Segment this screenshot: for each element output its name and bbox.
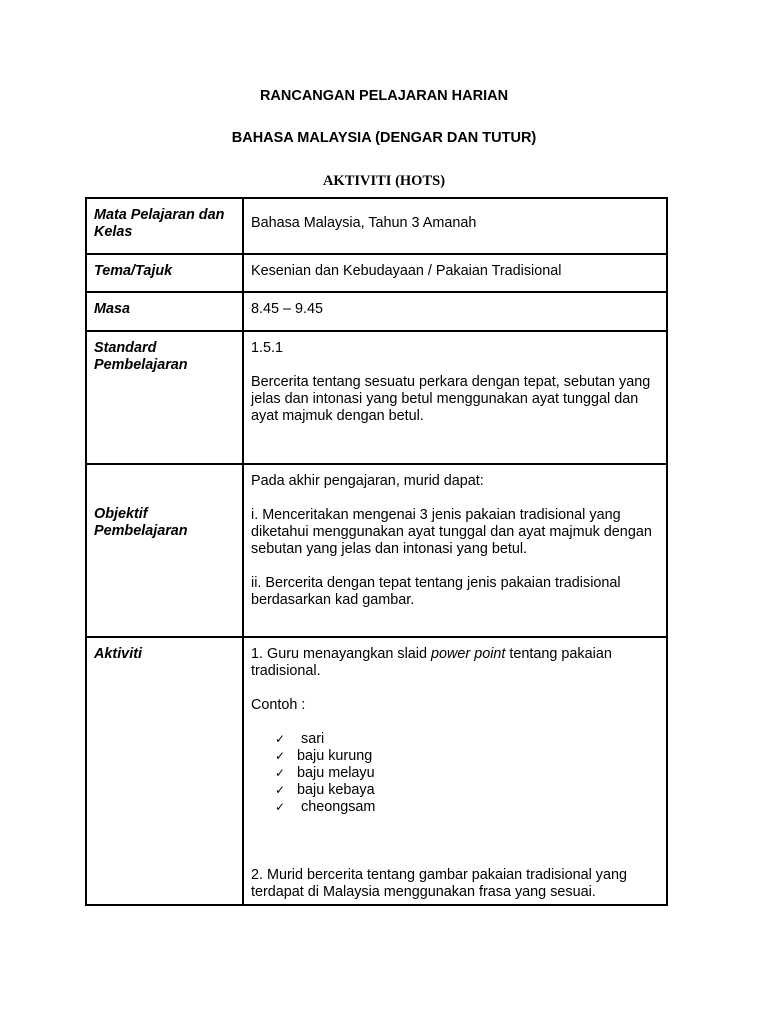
- examples-list: [251, 731, 660, 816]
- aktiviti-step-1: [251, 646, 660, 680]
- checkmark-icon: ✓: [275, 732, 286, 746]
- row-value-masa: [243, 292, 667, 331]
- example-text: baju kebaya: [297, 782, 375, 798]
- value-text: Kesenian dan Kebudayaan / Pakaian Tradisional: [251, 263, 562, 279]
- table-row: [86, 198, 667, 254]
- document-title: RANCANGAN PELAJARAN HARIAN: [259, 88, 509, 104]
- table-row: [86, 292, 667, 331]
- objektif-intro: Pada akhir pengajaran, murid dapat:: [251, 473, 484, 489]
- value-text: Bahasa Malaysia, Tahun 3 Amanah: [251, 215, 477, 231]
- row-label-standard: [86, 331, 243, 464]
- example-text: baju melayu: [297, 765, 375, 781]
- objektif-item: i. Menceritakan mengenai 3 jenis pakaian tradisional yang diketahui menggunakan ayat tunggal dan ayat majmuk dengan sebutan yang jelas dan intonasi yang betul.: [251, 507, 652, 557]
- row-label-objektif: [86, 464, 243, 637]
- table-row: [86, 254, 667, 292]
- row-label-tema: [86, 254, 243, 292]
- label-text: Standard Pembelajaran: [94, 340, 188, 373]
- subject-title: BAHASA MALAYSIA (DENGAR DAN TUTUR): [231, 130, 537, 146]
- label-text: Tema/Tajuk: [94, 263, 173, 279]
- table-row: [86, 331, 667, 464]
- standard-text: Bercerita tentang sesuatu perkara dengan tepat, sebutan yang jelas dan intonasi yang betul menggunakan ayat tunggal dan ayat majmuk dengan betul.: [251, 374, 651, 424]
- row-value-standard: [243, 331, 667, 464]
- row-value-objektif: [243, 464, 667, 637]
- step1-italic: power point: [431, 646, 506, 662]
- row-label-masa: [86, 292, 243, 331]
- list-item: [275, 765, 660, 782]
- aktiviti-step-2: 2. Murid bercerita tentang gambar pakaian tradisional yang terdapat di Malaysia menggunakan frasa yang sesuai.: [251, 867, 627, 900]
- checkmark-icon: ✓: [275, 800, 286, 814]
- example-text: cheongsam: [297, 799, 376, 815]
- checkmark-icon: ✓: [275, 766, 286, 780]
- example-text: sari: [297, 731, 325, 747]
- table-row: [86, 637, 667, 905]
- row-value-tema: [243, 254, 667, 292]
- contoh-label: Contoh :: [251, 697, 306, 713]
- table-row: [86, 464, 667, 637]
- value-text: 8.45 – 9.45: [251, 301, 324, 317]
- standard-code: 1.5.1: [251, 340, 284, 356]
- label-text: Objektif Pembelajaran: [94, 506, 188, 539]
- lesson-plan-table: [85, 197, 668, 906]
- activity-title: AKTIVITI (HOTS): [322, 173, 446, 189]
- label-text: Aktiviti: [94, 646, 142, 662]
- checkmark-icon: ✓: [275, 749, 286, 763]
- list-item: [275, 748, 660, 765]
- list-item: [275, 731, 660, 748]
- label-text: Masa: [94, 301, 130, 317]
- objektif-item: ii. Bercerita dengan tepat tentang jenis pakaian tradisional berdasarkan kad gambar.: [251, 575, 621, 608]
- step1-suffix: tentang pakaian tradisional.: [251, 646, 612, 679]
- row-label-aktiviti: [86, 637, 243, 905]
- example-text: baju kurung: [297, 748, 373, 764]
- list-item: [275, 799, 660, 816]
- step1-prefix: 1. Guru menayangkan slaid: [251, 646, 431, 662]
- row-value-mata-pelajaran: [243, 198, 667, 254]
- list-item: [275, 782, 660, 799]
- row-value-aktiviti: [243, 637, 667, 905]
- row-label-mata-pelajaran: [86, 198, 243, 254]
- checkmark-icon: ✓: [275, 783, 286, 797]
- label-text: Mata Pelajaran dan Kelas: [94, 207, 225, 240]
